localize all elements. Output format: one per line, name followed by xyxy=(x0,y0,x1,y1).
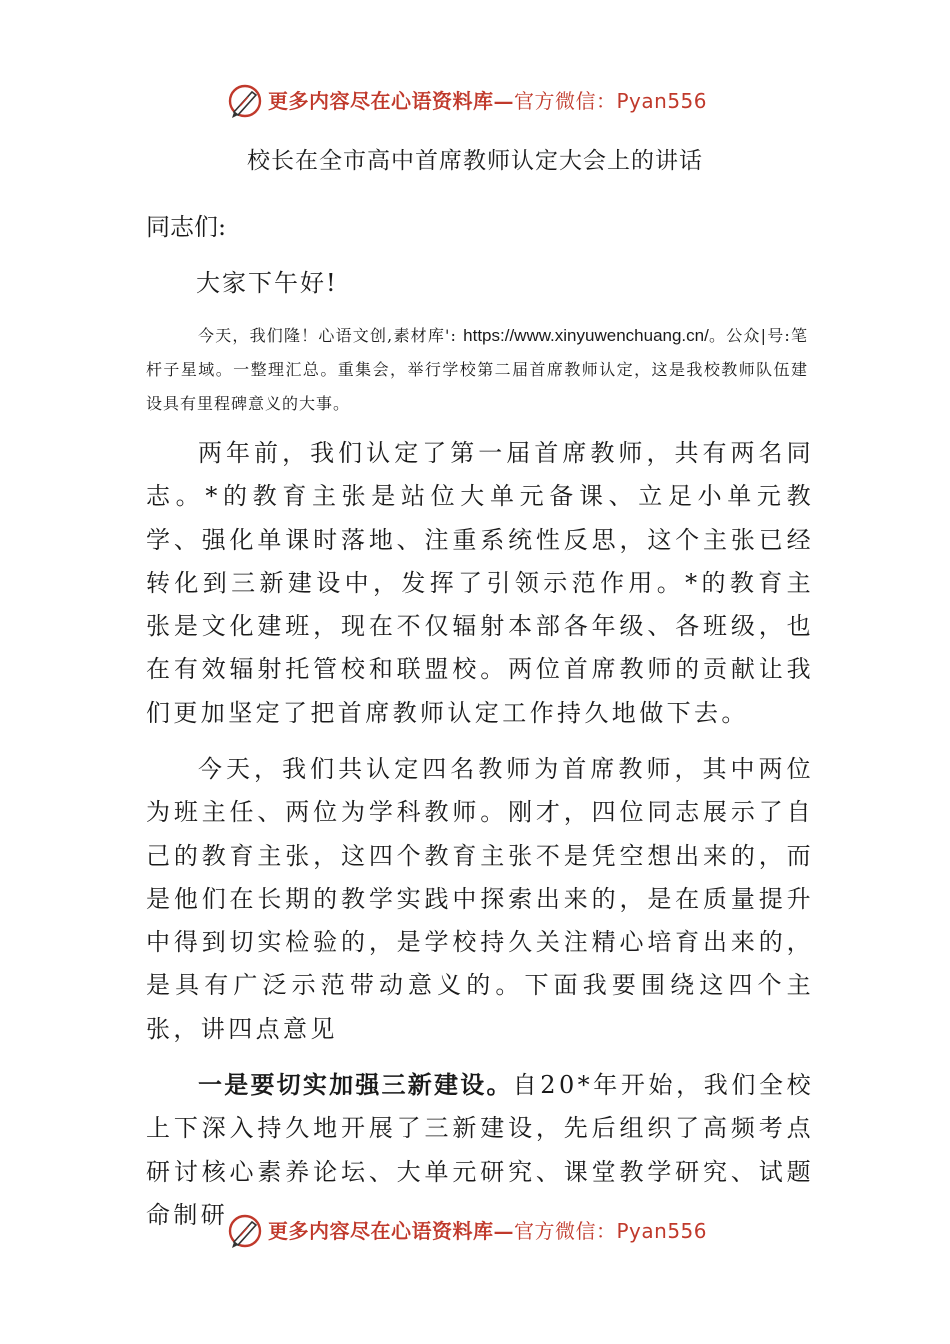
intro-paragraph xyxy=(146,319,808,421)
greeting: 大家下午好! xyxy=(196,269,338,297)
banner-text xyxy=(268,88,707,114)
banner-wechat: 官方微信：Pyan556 xyxy=(514,89,708,113)
intro-text-a: 今天，我们隆！心语文创,素材库': xyxy=(198,326,457,345)
banner-wechat: 官方微信：Pyan556 xyxy=(514,1219,708,1243)
header-watermark-banner xyxy=(0,80,950,124)
point-one-text: 自20*年开始，我们全校上下深入持久地开展了三新建设，先后组织了高频考点研讨核心素养论坛、大单元研究、课堂教学研究、试题命制研 xyxy=(146,1071,815,1229)
point-one-heading: 一是要切实加强三新建设。 xyxy=(198,1071,513,1099)
pen-logo-icon xyxy=(226,82,264,120)
banner-brand: 更多内容尽在心语资料库— xyxy=(268,89,514,113)
footer-watermark-banner xyxy=(0,1210,950,1254)
pen-logo-icon xyxy=(226,1212,264,1250)
intro-url: https://www.xinyuwenchuang.cn/ xyxy=(463,326,709,345)
paragraph-today: 今天，我们共认定四名教师为首席教师，其中两位为班主任、两位为学科教师。刚才，四位同志展示了自己的教育主张，这四个教育主张不是凭空想出来的，而是他们在长期的教学实践中探索出来的，是在质量提升中得到切实检验的，是学校持久关注精心培育出来的，是具有广泛示范带动意义的。下面我要围绕这四个主张，讲四点意见 xyxy=(146,755,814,1043)
paragraph-first-session: 两年前，我们认定了第一届首席教师，共有两名同志。*的教育主张是站位大单元备课、立足小单元教学、强化单课时落地、注重系统性反思，这个主张已经转化到三新建设中，发挥了引领示范作用。*的教育主张是文化建班，现在不仅辐射本部各年级、各班级，也在有效辐射托管校和联盟校。两位首席教师的贡献让我们更加坚定了把首席教师认定工作持久地做下去。 xyxy=(146,439,814,727)
banner-brand: 更多内容尽在心语资料库— xyxy=(268,1219,514,1243)
intro-text-b: 。公众|号:笔杆子星域。一整理汇总。重集会，举行学校第二届首席教师认定，这是我校教师队伍建设具有里程碑意义的大事。 xyxy=(146,326,808,413)
salutation: 同志们: xyxy=(146,213,227,241)
document-title: 校长在全市高中首席教师认定大会上的讲话 xyxy=(247,148,703,174)
banner-text xyxy=(268,1218,707,1244)
